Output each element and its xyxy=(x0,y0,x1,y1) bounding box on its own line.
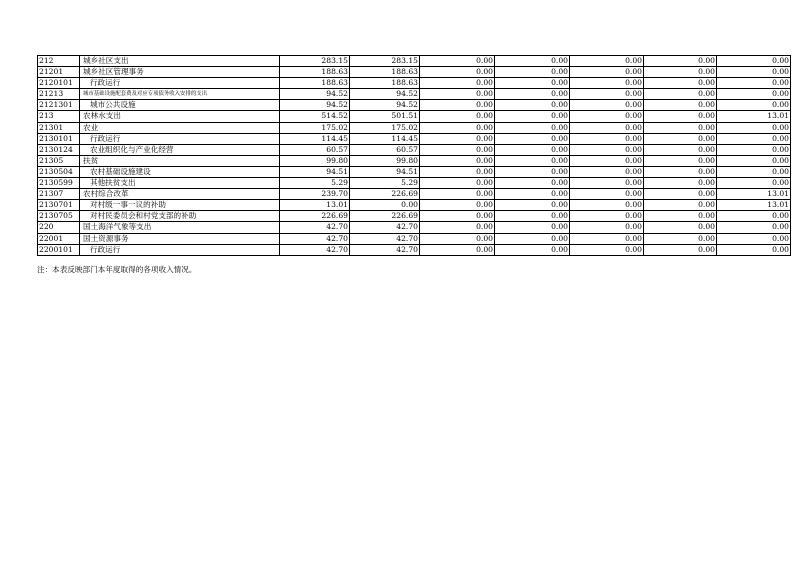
amount-cell: 94.52 xyxy=(280,100,350,111)
amount-cell: 0.00 xyxy=(717,166,791,177)
amount-cell: 0.00 xyxy=(717,100,791,111)
amount-cell: 0.00 xyxy=(717,144,791,155)
amount-cell: 0.00 xyxy=(420,233,495,244)
subject-name-cell: 城市基础设施配套费及对应专项债务收入安排的支出 xyxy=(80,89,280,100)
table-row xyxy=(38,89,791,100)
table-row xyxy=(38,67,791,78)
subject-name-cell: 农村综合改革 xyxy=(80,189,280,200)
amount-cell: 0.00 xyxy=(495,122,570,133)
amount-cell: 501.51 xyxy=(350,111,420,122)
subject-name-cell: 国土资源事务 xyxy=(80,233,280,244)
amount-cell: 0.00 xyxy=(570,56,644,67)
amount-cell: 0.00 xyxy=(644,133,717,144)
subject-name-cell: 对村级一事一议的补助 xyxy=(80,200,280,211)
amount-cell: 94.51 xyxy=(350,166,420,177)
amount-cell: 0.00 xyxy=(717,155,791,166)
subject-name-cell: 国土海洋气象等支出 xyxy=(80,222,280,233)
amount-cell: 0.00 xyxy=(495,56,570,67)
subject-name-cell: 其他扶贫支出 xyxy=(80,178,280,189)
subject-code-cell: 2130101 xyxy=(38,133,80,144)
subject-code-cell: 2120101 xyxy=(38,78,80,89)
subject-code-cell: 21305 xyxy=(38,155,80,166)
amount-cell: 0.00 xyxy=(420,166,495,177)
amount-cell: 188.63 xyxy=(350,67,420,78)
amount-cell: 0.00 xyxy=(717,244,791,255)
amount-cell: 0.00 xyxy=(420,89,495,100)
table-footnote: 注：本表反映部门本年度取得的各项收入情况。 xyxy=(37,265,197,274)
amount-cell: 0.00 xyxy=(644,200,717,211)
subject-code-cell: 2130599 xyxy=(38,178,80,189)
subject-name-cell: 城乡社区管理事务 xyxy=(80,67,280,78)
amount-cell: 0.00 xyxy=(495,166,570,177)
table-row xyxy=(38,133,791,144)
amount-cell: 42.70 xyxy=(280,222,350,233)
amount-cell: 0.00 xyxy=(570,111,644,122)
amount-cell: 0.00 xyxy=(420,200,495,211)
amount-cell: 0.00 xyxy=(495,100,570,111)
amount-cell: 0.00 xyxy=(495,189,570,200)
table-row xyxy=(38,178,791,189)
amount-cell: 60.57 xyxy=(350,144,420,155)
table-row xyxy=(38,56,791,67)
amount-cell: 5.29 xyxy=(350,178,420,189)
amount-cell: 0.00 xyxy=(717,222,791,233)
amount-cell: 0.00 xyxy=(570,78,644,89)
subject-code-cell: 212 xyxy=(38,56,80,67)
amount-cell: 0.00 xyxy=(495,233,570,244)
amount-cell: 0.00 xyxy=(570,211,644,222)
amount-cell: 0.00 xyxy=(495,144,570,155)
amount-cell: 0.00 xyxy=(420,189,495,200)
amount-cell: 0.00 xyxy=(420,78,495,89)
table-row xyxy=(38,100,791,111)
amount-cell: 0.00 xyxy=(644,67,717,78)
amount-cell: 0.00 xyxy=(717,211,791,222)
amount-cell: 188.63 xyxy=(350,78,420,89)
amount-cell: 0.00 xyxy=(495,155,570,166)
table-body xyxy=(38,56,791,256)
amount-cell: 0.00 xyxy=(495,133,570,144)
amount-cell: 0.00 xyxy=(495,244,570,255)
amount-cell: 0.00 xyxy=(495,178,570,189)
table-row xyxy=(38,155,791,166)
table-row xyxy=(38,211,791,222)
amount-cell: 0.00 xyxy=(420,222,495,233)
amount-cell: 94.52 xyxy=(350,89,420,100)
amount-cell: 0.00 xyxy=(495,78,570,89)
amount-cell: 0.00 xyxy=(644,211,717,222)
amount-cell: 514.52 xyxy=(280,111,350,122)
amount-cell: 0.00 xyxy=(420,178,495,189)
subject-code-cell: 2121301 xyxy=(38,100,80,111)
amount-cell: 0.00 xyxy=(570,200,644,211)
amount-cell: 0.00 xyxy=(570,133,644,144)
amount-cell: 0.00 xyxy=(644,78,717,89)
subject-name-cell: 对村民委员会和村党支部的补助 xyxy=(80,211,280,222)
amount-cell: 283.15 xyxy=(280,56,350,67)
subject-code-cell: 2130705 xyxy=(38,211,80,222)
subject-code-cell: 2130124 xyxy=(38,144,80,155)
amount-cell: 94.52 xyxy=(280,89,350,100)
amount-cell: 0.00 xyxy=(570,89,644,100)
amount-cell: 0.00 xyxy=(644,166,717,177)
amount-cell: 0.00 xyxy=(570,222,644,233)
amount-cell: 0.00 xyxy=(644,222,717,233)
amount-cell: 42.70 xyxy=(280,233,350,244)
amount-cell: 42.70 xyxy=(350,244,420,255)
amount-cell: 0.00 xyxy=(495,200,570,211)
amount-cell: 0.00 xyxy=(644,111,717,122)
subject-name-cell: 农林水支出 xyxy=(80,111,280,122)
subject-name-cell: 行政运行 xyxy=(80,244,280,255)
table-row xyxy=(38,200,791,211)
subject-name-cell: 农业组织化与产业化经营 xyxy=(80,144,280,155)
amount-cell: 0.00 xyxy=(570,67,644,78)
amount-cell: 0.00 xyxy=(570,122,644,133)
amount-cell: 114.45 xyxy=(350,133,420,144)
subject-name-cell: 扶贫 xyxy=(80,155,280,166)
amount-cell: 0.00 xyxy=(350,200,420,211)
amount-cell: 60.57 xyxy=(280,144,350,155)
amount-cell: 13.01 xyxy=(280,200,350,211)
amount-cell: 0.00 xyxy=(644,56,717,67)
amount-cell: 0.00 xyxy=(420,111,495,122)
subject-code-cell: 2130701 xyxy=(38,200,80,211)
amount-cell: 0.00 xyxy=(495,222,570,233)
amount-cell: 99.80 xyxy=(280,155,350,166)
table-row xyxy=(38,78,791,89)
amount-cell: 42.70 xyxy=(350,233,420,244)
amount-cell: 0.00 xyxy=(420,100,495,111)
amount-cell: 0.00 xyxy=(644,233,717,244)
amount-cell: 226.69 xyxy=(350,211,420,222)
amount-cell: 175.02 xyxy=(280,122,350,133)
amount-cell: 0.00 xyxy=(644,144,717,155)
amount-cell: 42.70 xyxy=(280,244,350,255)
amount-cell: 0.00 xyxy=(495,89,570,100)
amount-cell: 0.00 xyxy=(644,244,717,255)
amount-cell: 0.00 xyxy=(570,144,644,155)
amount-cell: 0.00 xyxy=(644,189,717,200)
amount-cell: 114.45 xyxy=(280,133,350,144)
subject-code-cell: 22001 xyxy=(38,233,80,244)
subject-code-cell: 21201 xyxy=(38,67,80,78)
subject-code-cell: 21301 xyxy=(38,122,80,133)
amount-cell: 0.00 xyxy=(717,233,791,244)
amount-cell: 94.51 xyxy=(280,166,350,177)
amount-cell: 226.69 xyxy=(280,211,350,222)
amount-cell: 13.01 xyxy=(717,200,791,211)
amount-cell: 188.63 xyxy=(280,78,350,89)
table-row xyxy=(38,189,791,200)
table-row xyxy=(38,111,791,122)
amount-cell: 0.00 xyxy=(570,244,644,255)
amount-cell: 0.00 xyxy=(570,100,644,111)
amount-cell: 13.01 xyxy=(717,111,791,122)
amount-cell: 0.00 xyxy=(495,67,570,78)
amount-cell: 0.00 xyxy=(644,89,717,100)
amount-cell: 0.00 xyxy=(717,78,791,89)
subject-code-cell: 220 xyxy=(38,222,80,233)
amount-cell: 0.00 xyxy=(420,133,495,144)
amount-cell: 0.00 xyxy=(717,56,791,67)
amount-cell: 0.00 xyxy=(717,178,791,189)
table-row xyxy=(38,244,791,255)
subject-code-cell: 213 xyxy=(38,111,80,122)
table-row xyxy=(38,166,791,177)
amount-cell: 0.00 xyxy=(495,111,570,122)
amount-cell: 0.00 xyxy=(420,244,495,255)
amount-cell: 0.00 xyxy=(717,67,791,78)
amount-cell: 0.00 xyxy=(644,122,717,133)
amount-cell: 0.00 xyxy=(717,133,791,144)
subject-name-cell: 农村基础设施建设 xyxy=(80,166,280,177)
amount-cell: 0.00 xyxy=(644,155,717,166)
subject-name-cell: 行政运行 xyxy=(80,78,280,89)
amount-cell: 0.00 xyxy=(570,178,644,189)
amount-cell: 99.80 xyxy=(350,155,420,166)
amount-cell: 0.00 xyxy=(644,100,717,111)
amount-cell: 175.02 xyxy=(350,122,420,133)
amount-cell: 0.00 xyxy=(420,67,495,78)
subject-name-cell: 农业 xyxy=(80,122,280,133)
subject-code-cell: 2200101 xyxy=(38,244,80,255)
amount-cell: 5.29 xyxy=(280,178,350,189)
amount-cell: 0.00 xyxy=(495,211,570,222)
amount-cell: 13.01 xyxy=(717,189,791,200)
table-row xyxy=(38,222,791,233)
amount-cell: 0.00 xyxy=(570,233,644,244)
amount-cell: 239.70 xyxy=(280,189,350,200)
subject-code-cell: 21307 xyxy=(38,189,80,200)
amount-cell: 0.00 xyxy=(570,155,644,166)
amount-cell: 0.00 xyxy=(644,178,717,189)
amount-cell: 0.00 xyxy=(420,144,495,155)
table-row xyxy=(38,144,791,155)
subject-name-cell: 城市公共设施 xyxy=(80,100,280,111)
amount-cell: 0.00 xyxy=(420,155,495,166)
amount-cell: 42.70 xyxy=(350,222,420,233)
amount-cell: 0.00 xyxy=(717,89,791,100)
subject-name-cell: 行政运行 xyxy=(80,133,280,144)
amount-cell: 0.00 xyxy=(420,56,495,67)
amount-cell: 283.15 xyxy=(350,56,420,67)
amount-cell: 94.52 xyxy=(350,100,420,111)
amount-cell: 0.00 xyxy=(570,189,644,200)
amount-cell: 0.00 xyxy=(420,122,495,133)
amount-cell: 226.69 xyxy=(350,189,420,200)
table-row xyxy=(38,233,791,244)
subject-code-cell: 21213 xyxy=(38,89,80,100)
income-table xyxy=(37,55,791,256)
amount-cell: 0.00 xyxy=(717,122,791,133)
subject-name-cell: 城乡社区支出 xyxy=(80,56,280,67)
table-row xyxy=(38,122,791,133)
subject-code-cell: 2130504 xyxy=(38,166,80,177)
amount-cell: 188.63 xyxy=(280,67,350,78)
amount-cell: 0.00 xyxy=(420,211,495,222)
amount-cell: 0.00 xyxy=(570,166,644,177)
